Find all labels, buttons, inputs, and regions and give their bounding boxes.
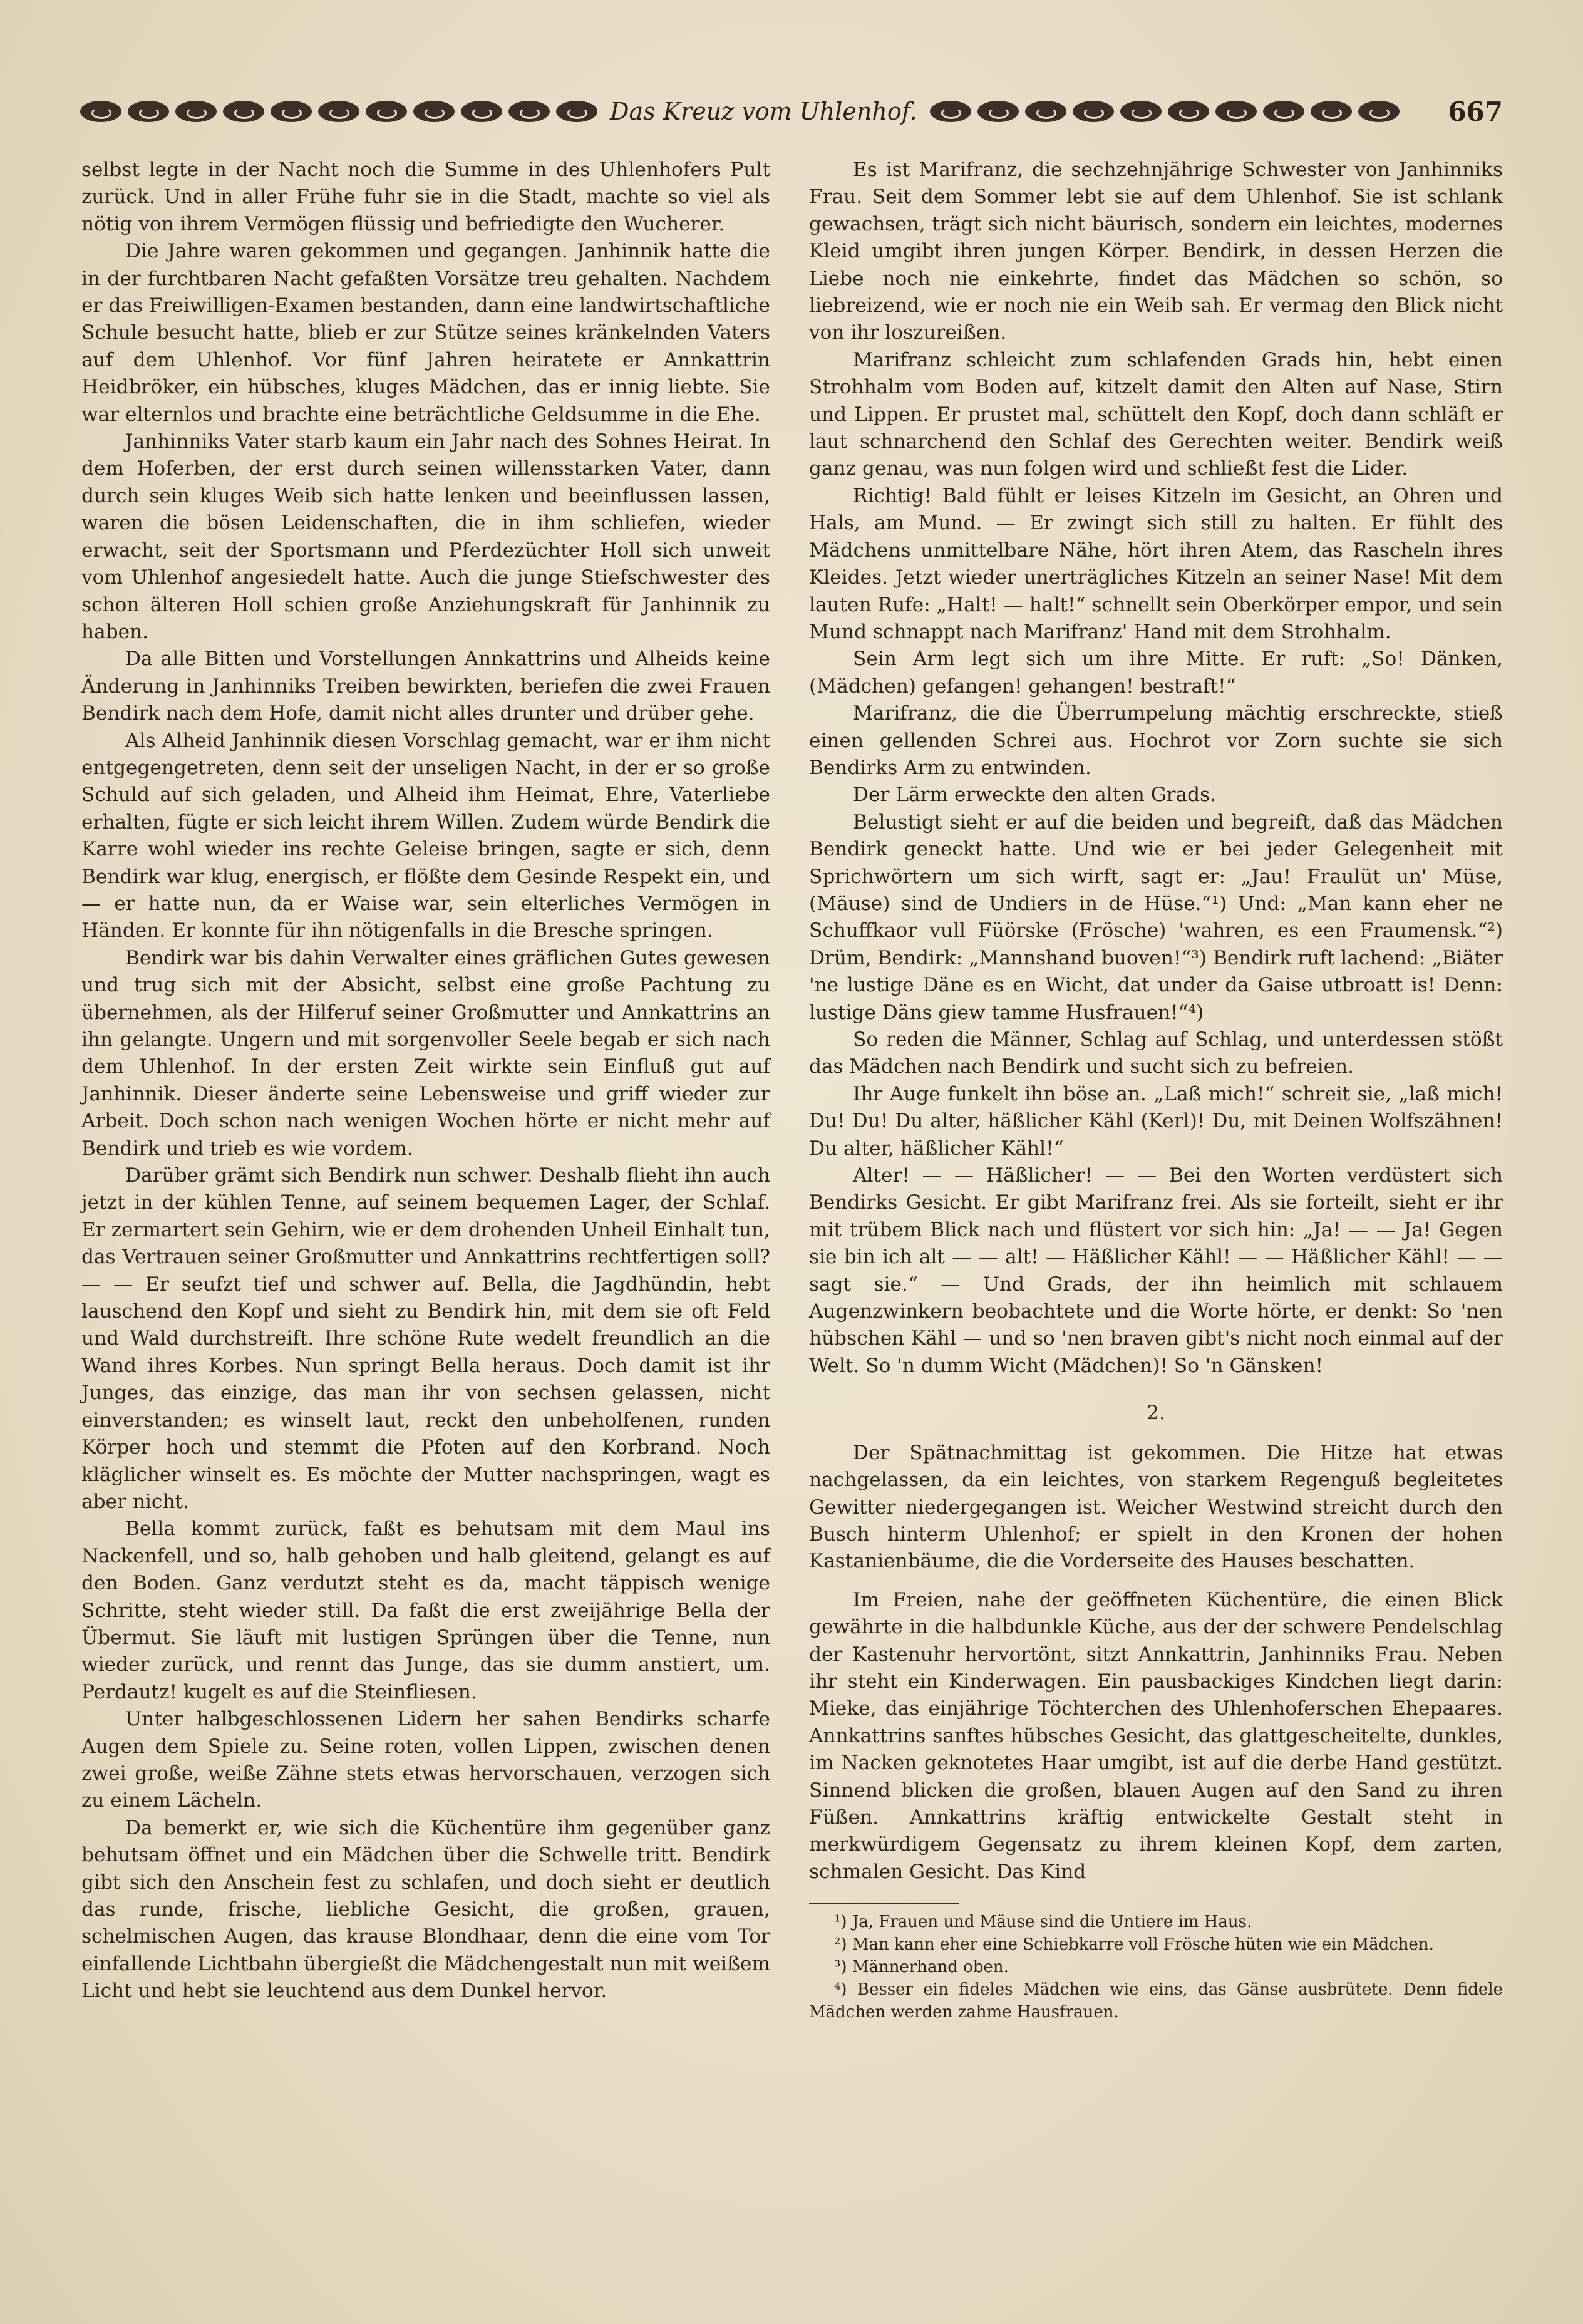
footnote: ³) Männerhand oben. [834,1958,1009,1977]
paragraph: Ihr Auge funkelt ihn böse an. „Laß mich!“ schreit sie, „laß mich! Du! Du! Du alter, häßlicher Kähl (Kerl)! Du, mit Deinen Wolfszähnen! Du alter, häßlicher Kähl!“ [809,1082,1503,1160]
scroll-ornament-icon [1358,101,1400,122]
text-column-right [809,157,1503,2023]
scroll-ornament-icon [1073,101,1114,122]
ornament-row-left [80,101,597,122]
footnote-divider [809,1903,959,1904]
paragraph: Es ist Marifranz, die sechzehnjährige Schwester von Janhinniks Frau. Seit dem Sommer lebt sie auf dem Uhlenhof. Sie ist schlank gewachsen, trägt sich nicht bäurisch, sondern ein leichtes, modernes Kleid umgibt ihren jungen Körper. Bendirk, in dessen Herzen die Liebe noch nie einkehrte, findet das Mädchen so schön, so liebreizend, wie er noch nie ein Weib sah. Er vermag den Blick nicht von ihr loszureißen. [809,158,1503,344]
paragraph: Unter halbgeschlossenen Lidern her sahen Bendirks scharfe Augen dem Spiele zu. Seine roten, vollen Lippen, zwischen denen zwei große, weiße Zähne stets etwas hervorschauen, verzogen sich zu einem Lächeln. [81,1708,770,1812]
scroll-ornament-icon [461,101,502,122]
paragraph: So reden die Männer, Schlag auf Schlag, und unterdessen stößt das Mädchen nach Bendirk und sucht sich zu befreien. [809,1028,1503,1078]
paragraph: Da bemerkt er, wie sich die Küchentüre ihm gegenüber ganz behutsam öffnet und ein Mädchen über die Schwelle tritt. Bendirk gibt sich den Anschein fest zu schlafen, und doch sieht er deutlich das runde, frische, liebliche Gesicht, die großen, grauen, schelmischen Augen, das krause Blondhaar, denn die eine vom Tor einfallende Lichtbahn übergießt die Mädchengestalt nun mit weißem Licht und hebt sie leuchtend aus dem Dunkel hervor. [81,1816,770,2003]
scroll-ornament-icon [318,101,359,122]
scroll-ornament-icon [223,101,264,122]
paragraph: Richtig! Bald fühlt er leises Kitzeln im Gesicht, an Ohren und Hals, am Mund. — Er zwingt sich still zu halten. Er fühlt des Mädchens unmittelbare Nähe, hört ihren Atem, das Rascheln ihres Kleides. Jetzt wieder unerträgliches Kitzeln an seiner Nase! Mit dem lauten Rufe: „Halt! — halt!“ schnellt sein Oberkörper empor, und sein Mund schnappt nach Marifranz' Hand mit dem Strohhalm. [809,484,1503,643]
paragraph: Darüber grämt sich Bendirk nun schwer. Deshalb flieht ihn auch jetzt in der kühlen Tenne, auf seinem bequemen Lager, der Schlaf. Er zermartert sein Gehirn, wie er dem drohenden Unheil Einhalt tun, das Vertrauen seiner Großmutter und Annkattrins rechtfertigen soll? — — Er seufzt tief und schwer auf. Bella, die Jagdhündin, hebt lauschend den Kopf und sieht zu Bendirk hin, mit dem sie oft Feld und Wald durchstreift. Ihre schöne Rute wedelt freundlich an die Wand ihres Korbes. Nun springt Bella heraus. Doch damit ist ihr Junges, das einzige, das man ihr von sechsen gelassen, nicht einverstanden; es winselt laut, reckt den unbeholfenen, runden Körper hoch und stemmt die Pfoten auf den Korbrand. Noch kläglicher winselt es. Es möchte der Mutter nachspringen, wagt es aber nicht. [81,1164,770,1513]
footnote: ¹) Ja, Frauen und Mäuse sind die Untiere im Haus. [834,1913,1252,1932]
scroll-ornament-icon [1168,101,1209,122]
paragraph: Belustigt sieht er auf die beiden und begreift, daß das Mädchen Bendirk geneckt hatte. Und wie er bei jeder Gelegenheit mit Sprichwörtern um sich wirft, sagt er: „Jau! Fraulüt un' Müse, (Mäuse) sind de Undiers in de Hüse.“¹) Und: „Man kann eher ne Schuffkaor vull Füörske (Frösche) 'wahren, es een Fraumensk.“²) Drüm, Bendirk: „Mannshand buoven!“³) Bendirk ruft lachend: „Biäter 'ne lustige Däne es en Wicht, dat under da Gaise utbroatt is! Denn: lustige Däns giew tamme Husfrauen!“⁴) [809,810,1503,1024]
scroll-ornament-icon [1311,101,1352,122]
scroll-ornament-icon [556,101,597,122]
ornament-row-right [930,101,1400,122]
paragraph: Janhinniks Vater starb kaum ein Jahr nach des Sohnes Heirat. In dem Hoferben, der erst durch seinen willensstarken Vater, dann durch sein kluges Weib sich hatte lenken und beeinflussen lassen, waren die bösen Leidenschaften, die in ihm schliefen, wieder erwacht, seit der Sportsmann und Pferdezüchter Holl sich unweit vom Uhlenhof angesiedelt hatte. Auch die junge Stiefschwester des schon älteren Holl schien große Anziehungskraft für Janhinnik zu haben. [81,430,770,643]
scroll-ornament-icon [977,101,1019,122]
paragraph: selbst legte in der Nacht noch die Summe in des Uhlenhofers Pult zurück. Und in aller Frühe fuhr sie in die Stadt, machte so viel als nötig von ihrem Vermögen flüssig und befriedigte den Wucherer. [81,158,770,235]
paragraph: Sein Arm legt sich um ihre Mitte. Er ruft: „So! Dänken, (Mädchen) gefangen! gehangen! bestraft!“ [809,648,1503,698]
paragraph: Im Freien, nahe der geöffneten Küchentüre, die einen Blick gewährte in die halbdunkle Küche, aus der der schwere Pendelschlag der Kastenuhr hervortönt, sitzt Annkattrin, Janhinniks Frau. Neben ihr steht ein Kinderwagen. Ein pausbackiges Kindchen liegt darin: Mieke, das einjährige Töchterchen des Uhlenhoferschen Ehepaares. Annkattrins sanftes hübsches Gesicht, das glattgescheitelte, dunkles, im Nacken geknotetes Haar umgibt, ist auf die derbe Hand gestützt. Sinnend blicken die großen, blauen Augen auf den Sand zu ihren Füßen. Annkattrins kräftig entwickelte Gestalt steht in merkwürdigem Gegensatz zu ihrem kleinen Kopf, dem zarten, schmalen Gesicht. Das Kind [809,1588,1503,1883]
paragraph: Da alle Bitten und Vorstellungen Annkattrins und Alheids keine Änderung in Janhinniks Treiben bewirkten, beriefen die zwei Frauen Bendirk nach dem Hofe, damit nicht alles drunter und drüber gehe. [81,648,770,725]
scroll-ornament-icon [175,101,217,122]
paragraph: Bendirk war bis dahin Verwalter eines gräflichen Gutes gewesen und trug sich mit der Absicht, selbst eine große Pachtung zu übernehmen, als der Hilferuf seiner Großmutter und Annkattrins an ihn gelangte. Ungern und mit sorgenvoller Seele begab er sich nach dem Uhlenhof. In der ersten Zeit wirkte sein Einfluß gut auf Janhinnik. Dieser änderte seine Lebensweise und griff wieder zur Arbeit. Doch schon nach wenigen Wochen hörte er nicht mehr auf Bendirk und trieb es wie vordem. [81,946,770,1160]
paragraph-gap [809,1576,1503,1587]
scroll-ornament-icon [271,101,312,122]
running-title: Das Kreuz vom Uhlenhof. [610,98,917,125]
footnote: ⁴) Besser ein fideles Mädchen wie eins, das Gänse ausbrütete. Denn fidele Mädchen werden zahme Hausfrauen. [809,1980,1503,2022]
footnote: ²) Man kann eher eine Schiebkarre voll Frösche hüten wie ein Mädchen. [834,1935,1434,1955]
scroll-ornament-icon [930,101,971,122]
section-number: 2. [1147,1402,1165,1425]
scroll-ornament-icon [1120,101,1162,122]
scroll-ornament-icon [413,101,455,122]
footnotes [809,1911,1503,2023]
paragraph: Bella kommt zurück, faßt es behutsam mit dem Maul ins Nackenfell, und so, halb gehoben und halb gleitend, gelangt es auf den Boden. Ganz verdutzt steht es da, macht täppisch wenige Schritte, steht wieder still. Da faßt die erst zweijährige Bella der Übermut. Sie läuft mit lustigen Sprüngen über die Tenne, nun wieder zurück, und rennt das Junge, das sie dumm anstiert, um. Perdautz! kugelt es auf die Steinfliesen. [81,1517,770,1703]
page-number: 667 [1448,96,1503,127]
scroll-ornament-icon [366,101,407,122]
page-header [80,93,1503,130]
paragraph: Marifranz schleicht zum schlafenden Grads hin, hebt einen Strohhalm vom Boden auf, kitzelt damit den Alten auf Nase, Stirn und Lippen. Er prustet mal, schüttelt den Kopf, doch dann schläft er laut schnarchend den Schlaf des Gerechten weiter. Bendirk weiß ganz genau, was nun folgen wird und schließt fest die Lider. [809,348,1503,480]
paragraph: Der Lärm erweckte den alten Grads. [853,783,1217,807]
scroll-ornament-icon [508,101,550,122]
scroll-ornament-icon [128,101,169,122]
paragraph: Alter! — — Häßlicher! — — Bei den Worten verdüstert sich Bendirks Gesicht. Er gibt Marifranz frei. Als sie forteilt, sieht er ihr mit trübem Blick nach und flüstert vor sich hin: „Ja! — — Ja! Gegen sie bin ich alt — — alt! — Häßlicher Kähl! — — Häßlicher Kähl! — — sagt sie.“ — Und Grads, der ihn heimlich mit schlauem Augenzwinkern beobachtete und die Worte hörte, er denkt: So 'nen hübschen Kähl — und so 'nen braven gibt's nicht noch einmal auf der Welt. So 'n dumm Wicht (Mädchen)! So 'n Gänsken! [809,1164,1503,1377]
paragraph: Als Alheid Janhinnik diesen Vorschlag gemacht, war er ihm nicht entgegengetreten, denn seit der unseligen Nacht, in der er so große Schuld auf sich geladen, und Alheid ihm Heimat, Ehre, Vaterliebe erhalten, fügte er sich leicht ihrem Willen. Zudem würde Bendirk die Karre wohl wieder ins rechte Geleise bringen, sagte er sich, denn Bendirk war klug, energisch, er flößte dem Gesinde Respekt ein, und — er hatte nun, da er Waise war, sein elterliches Vermögen in Händen. Er konnte für ihn nötigenfalls in die Bresche springen. [81,729,770,943]
scroll-ornament-icon [1025,101,1066,122]
paragraph: Die Jahre waren gekommen und gegangen. Janhinnik hatte die in der furchtbaren Nacht gefaßten Vorsätze treu gehalten. Nachdem er das Freiwilligen-Examen bestanden, dann eine landwirtschaftliche Schule besucht hatte, blieb er zur Stütze seines kränkelnden Vaters auf dem Uhlenhof. Vor fünf Jahren heiratete er Annkattrin Heidbröker, ein hübsches, kluges Mädchen, das er innig liebte. Sie war elternlos und brachte eine beträchtliche Geldsumme in die Ehe. [81,240,770,426]
paragraph: Marifranz, die die Überrumpelung mächtig erschreckte, stieß einen gellenden Schrei aus. Hochrot vor Zorn suchte sie sich Bendirks Arm zu entwinden. [809,702,1503,779]
scroll-ornament-icon [80,101,121,122]
text-column-left [81,157,770,2005]
scroll-ornament-icon [1215,101,1257,122]
paragraph: Der Spätnachmittag ist gekommen. Die Hitze hat etwas nachgelassen, da ein leichtes, von starkem Regenguß begleitetes Gewitter niedergegangen ist. Weicher Westwind streicht durch den Busch hinterm Uhlenhof; er spielt in den Kronen der hohen Kastanienbäume, die die Vorderseite des Hauses beschatten. [809,1441,1503,1573]
scroll-ornament-icon [1263,101,1304,122]
